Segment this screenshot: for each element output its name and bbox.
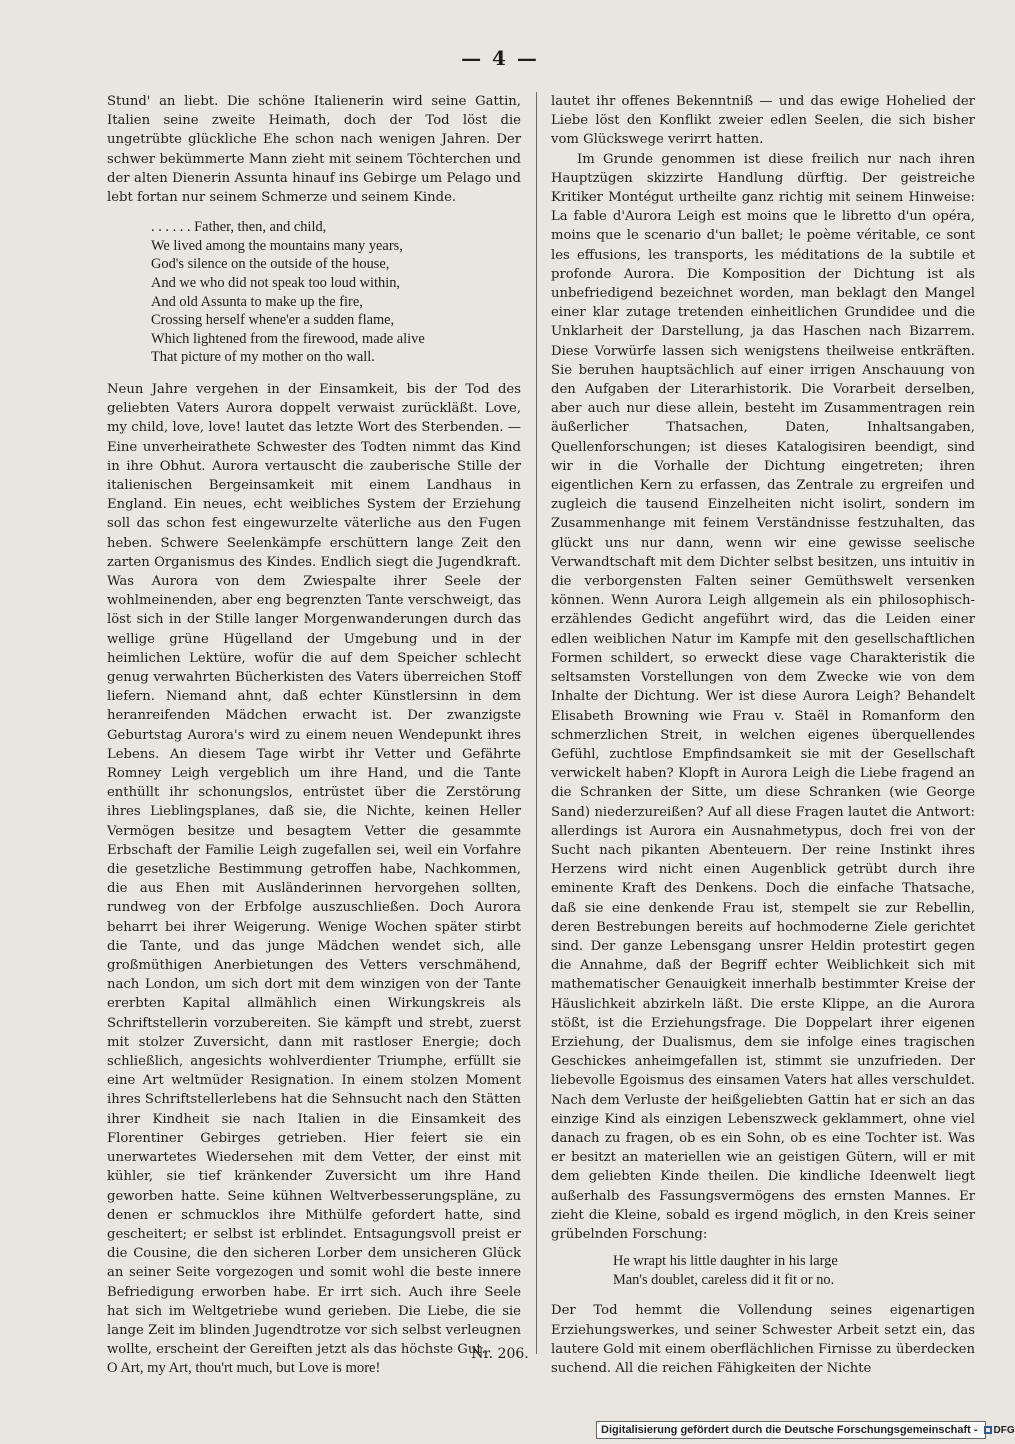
poem-line: . . . . . . Father, then, and child, <box>151 219 327 236</box>
column-divider <box>536 92 537 1354</box>
page-number: — 4 — <box>461 46 539 70</box>
right-paragraph-3: Der Tod hemmt die Vollendung seines eigenartigen Erziehungswerkes, und seiner Schwester Arbeit setzt ein, das lautere Gold mit einem oberflächlichen Firnisse zu überdecken suchend. All die reichen Fähigkeiten der Nichte <box>551 1303 975 1376</box>
right-column <box>551 92 975 1378</box>
left-column <box>107 92 521 1379</box>
poem-line: And we who did not speak too loud within, <box>151 275 401 291</box>
left-closing-quote: O Art, my Art, thou'rt much, but Love is more! <box>107 1360 381 1377</box>
poem-line: Crossing herself whene'er a sudden flame, <box>151 312 395 329</box>
poem-line: That picture of my mother on tho wall. <box>151 349 375 366</box>
poem-line: He wrapt his little daughter in his large <box>613 1253 838 1270</box>
dfg-mark-icon <box>984 1426 992 1434</box>
digitization-footer <box>596 1421 1015 1439</box>
poem-line: Which lightened from the firewood, made alive <box>151 330 425 347</box>
poem-line: We lived among the mountains many years, <box>151 237 403 254</box>
issue-number: Nr. 206. <box>471 1346 529 1362</box>
left-body-paragraph: Neun Jahre vergehen in der Einsamkeit, bis der Tod des geliebten Vaters Aurora doppelt verwaist zurückläßt. Love, my child, love, love! lautet das letzte Wort des Sterbenden. — Eine unverheirathete Schwester des Todten nimmt das Kind in ihre Obhut. Aurora vertauscht die zauberische Stille der italienischen Bergeinsamkeit mit einem Landhaus in England. Ein neues, echt weibliches System der Erziehung soll das schon fest eingewurzelte väterliche aus den Fugen heben. Schwere Seelenkämpfe erschüttern lange Zeit den zarten Organismus des Kindes. Endlich siegt die Jugendkraft. Was Aurora von dem Zwiespalte ihrer Seele der wohlmeinenden, aber eng begrenzten Tante verschweigt, das löst sich in der Stille langer Morgenwanderungen durch das wellige grüne Hügelland der Umgebung und in der heimlichen Lektüre, wofür die auf dem Speicher schlecht genug verwahrten Bücherkisten des Vaters überreichen Stoff liefern. Niemand ahnt, daß echter Künstlersinn in dem heranreifenden Mädchen erwacht ist. Der zwanzigste Geburtstag Aurora's wird zu einem neuen Wendepunkt ihres Lebens. An diesem Tage wirbt ihr Vetter und Gefährte Romney Leigh vergeblich um ihre Hand, und die Tante enthüllt ihr schonungslos, entrüstet über die Zerstörung ihres Lieblingsplanes, daß sie, die Nichte, keinen Heller Vermögen besitze und besagtem Vetter die gesammte Erbschaft der Familie Leigh zugefallen sei, weil ein Vorfahre die gesetzliche Bestimmung getroffen habe, Nachkommen, die aus Ehen mit Ausländerinnen hervorgehen sollten, rundweg von der Erbfolge auszuschließen. Doch Aurora beharrt bei ihrer Weigerung. Wenige Wochen später stirbt die Tante, und das junge Mädchen wendet sich, alle großmüthigen Anerbietungen des Vetters verschmähend, nach London, um sich dort mit dem winzigen von der Tante ererbten Kapital allmählich einen Wirkungskreis als Schriftstellerin vorzubereiten. Sie kämpft und strebt, zuerst mit stolzer Zuversicht, dann mit rastloser Energie; doch schließlich, angesichts wohlverdienter Triumphe, erfüllt sie eine Art weltmüder Resignation. In einem stolzen Moment ihres Schriftstellerlebens hat die Sehnsucht nach den Stätten ihrer Kindheit sie nach Italien in die Einsamkeit des Florentiner Gebirges getrieben. Hier feiert sie ein unerwartetes Wiedersehen mit dem Vetter, der einst mit kühler, sie tief kränkender Zuversicht um ihre Hand geworben hatte. Seine kühnen Weltverbesserungspläne, zu denen er schmucklos ihre Mithülfe gefordert hatte, sind gescheitert; er selbst ist erblindet. Entsagungsvoll preist er die Cousine, die den sicheren Lorber dem unsicheren Glück an seiner Seite vorgezogen und somit wohl die beste innere Befriedigung erworben habe. Er irrt sich. Auch ihre Seele hat sich im Weltgetriebe wund gerieben. Die Liebe, die sie lange Zeit im blinden Jugendtrotze vor sich selbst verleugnen wollte, erscheint der Gereiften jetzt als das höchste Gut. <box>107 381 521 1358</box>
poem-line: Man's doublet, careless did it fit or no. <box>613 1271 835 1288</box>
dfg-logo-text: DFG <box>993 1424 1015 1436</box>
poem-line: And old Assunta to make up the fire, <box>151 293 363 310</box>
right-paragraph-1: lautet ihr offenes Bekenntniß — und das ewige Hohelied der Liebe löst den Konflikt zweier edlen Seelen, die sich bisher vom Glückswege verirrt hatten. <box>551 94 975 148</box>
poem-line: God's silence on the outside of the house, <box>151 256 390 273</box>
left-intro-paragraph: Stund' an liebt. Die schöne Italienerin wird seine Gattin, Italien seine zweite Heimath, doch der Tod löst die ungetrübte glückliche Ehe schon nach wenigen Jahren. Der schwer bekümmerte Mann zieht mit seinem Töchterchen und der alten Dienerin Assunta hinauf ins Gebirge um Pelago und lebt fortan nur seinem Schmerze und seinem Kinde. <box>107 94 521 206</box>
dfg-logo-icon <box>984 1425 1015 1436</box>
right-poem-quote <box>613 1252 975 1289</box>
left-poem-quote <box>151 218 521 367</box>
footer-text: Digitalisierung gefördert durch die Deutsche Forschungsgemeinschaft - <box>601 1424 978 1436</box>
right-paragraph-2: Im Grunde genommen ist diese freilich nur nach ihren Hauptzügen skizzirte Handlung dürftig. Der geistreiche Kritiker Montégut urtheilte ganz richtig mit seinem Hinweise: La fable d'Aurora Leigh est moins que le libretto d'un opéra, moins que le scenario d'un ballet; le poème véritable, ce sont les effusions, les transports, les méditations de la subtile et profonde Aurora. Die Komposition der Dichtung ist als unbefriedigend bezeichnet worden, man beklagt den Mangel einer klar zutage tretenden einheitlichen Grundidee und die Unklarheit der Darstellung, ja das Haschen nach Bizarrem. Diese Vorwürfe lassen sich wenigstens theilweise entkräften. Sie beruhen hauptsächlich auf einer irrigen Anschauung von den Aufgaben der Literarhistorik. Die Vorarbeit derselben, aber auch nur diese allein, besteht im Zusammentragen rein äußerlicher Thatsachen, Daten, Inhaltsangaben, Quellenforschungen; ist dieses Katalogisiren beendigt, sind wir in die Vorhalle der Dichtung eingetreten; ihren eigentlichen Kern zu erfassen, das Zentrale zu ergreifen und zugleich die tausend Einzelheiten nicht isolirt, sondern im Zusammenhange mit feinem Verständnisse festzuhalten, das glückt uns nur dann, wenn wir eine gewisse seelische Verwandtschaft mit dem Dichter selbst besitzen, uns intuitiv in die verborgensten Falten seiner Gemüthswelt versenken können. Wenn Aurora Leigh allgemein als ein philosophisch-erzählendes Gedicht angeführt wird, das die Leiden einer edlen weiblichen Natur im Kampfe mit den gesellschaftlichen Formen schildert, so erweckt diese vage Charakteristik die seltsamsten Vorstellungen von dem Zwecke wie von dem Inhalte der Dichtung. Wer ist diese Aurora Leigh? Behandelt Elisabeth Browning wie Frau v. Staël in Romanform den schmerzlichen Streit, in welchen eigenes überquellendes Gefühl, zuchtlose Empfindsamkeit sie mit der Gesellschaft verwickelt haben? Klopft in Aurora Leigh die Liebe fragend an die Schranken der Sitte, um diese Schranken (wie George Sand) niederzureißen? Auf all diese Fragen lautet die Antwort: allerdings ist Aurora ein Ausnahmetypus, doch frei von der Sucht nach pikanten Abenteuern. Der reine Instinkt ihres Herzens wird nicht einen Augenblick getrübt durch ihre eminente Kraft des Denkens. Doch die einfache Thatsache, daß sie eine denkende Frau ist, stempelt sie zur Rebellin, deren Bestrebungen bereits auf hochmoderne Ziele gerichtet sind. Der ganze Lebensgang unsrer Heldin protestirt gegen die Annahme, daß der Begriff echter Weiblichkeit sich mit mathematischer Genauigkeit innerhalb bestimmter Kreise der Häuslichkeit abzirkeln läßt. Die erste Klippe, an die Aurora stößt, ist die Erziehungsfrage. Die Doppelart ihrer eigenen Erziehung, der Dualismus, dem sie infolge eines tragischen Geschickes anheimgefallen ist, stimmt sie unzufrieden. Der liebevolle Egoismus des einsamen Vaters hat alles verschuldet. Nach dem Verluste der heißgeliebten Gattin hat er sich an das einzige Kind als einzigen Lebenszweck geklammert, ohne viel danach zu fragen, ob es ein Sohn, ob es eine Tochter ist. Was er besitzt an materiellen wie an geistigen Gütern, will er mit dem geliebten Kinde theilen. Die kindliche Ideenwelt liegt außerhalb des Fassungsvermögens des ernsten Mannes. Er zieht die Kleine, sobald es irgend möglich, in den Kreis seiner grübelnden Forschung: <box>551 151 975 1242</box>
